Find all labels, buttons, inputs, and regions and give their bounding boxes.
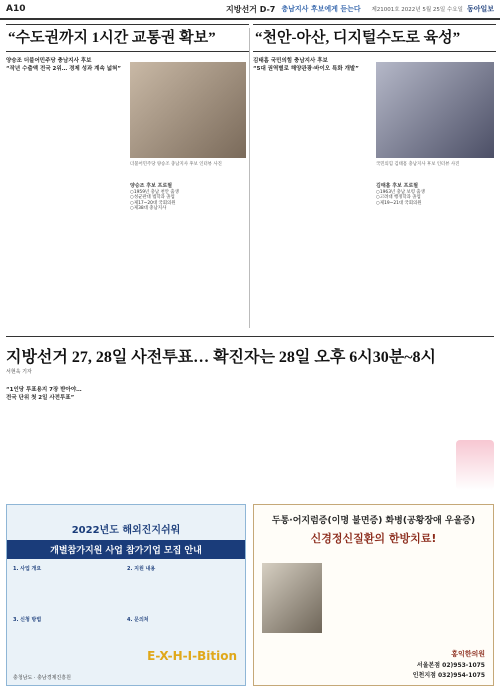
ad-title-line2: 개별참가지원 사업 참가기업 모집 안내 [7, 540, 245, 559]
right-profile-name: 김태흠 후보 프로필 [376, 183, 419, 189]
left-profile-line: ○제38대 충남지사 [130, 206, 167, 211]
right-photo-caption: 국민의힘 김태흠 충남지사 후보 인터뷰 사진 [376, 162, 460, 167]
ad-step-label: 3. 신청 방법 [13, 617, 42, 623]
left-profile-name: 양승조 후보 프로필 [130, 183, 173, 189]
main-body-text [92, 368, 452, 493]
column-divider [249, 28, 250, 328]
left-profile [130, 184, 246, 212]
main-headline: 지방선거 27, 28일 사전투표… 확진자는 28일 오후 6시30분~8시 [6, 349, 436, 366]
right-profile [376, 184, 494, 206]
main-pull-quote: “1인당 투표용지 7장 받아야… 전국 단위 첫 2일 사전투표” [6, 387, 82, 401]
doctor-photo [262, 563, 322, 633]
left-body-text [6, 75, 126, 275]
election-logo [456, 440, 494, 490]
ad-step-label: 1. 사업 개요 [13, 566, 42, 572]
ad-title-line1: 2022년도 해외진지쉬워 [71, 525, 181, 536]
ad-badge: E-X-H-I-Bition [147, 649, 237, 663]
masthead: 동아일보 [466, 5, 494, 13]
main-byline: 서현욱 기자 [6, 369, 32, 375]
clinic-phone-1: 서울본점 02)953-1075 [416, 662, 485, 669]
left-profile-line: ○1959년 충남 천안 출생 [130, 189, 179, 195]
left-profile-line: ○성균관대 법학과 졸업 [130, 195, 175, 200]
ad-step-label: 4. 문의처 [127, 617, 149, 623]
issue-meta: 제21001호 2022년 5월 25일 수요일 [371, 7, 463, 13]
right-profile-line: ○제19~21대 국회의원 [376, 200, 422, 206]
left-photo [130, 62, 246, 158]
clinic-ad-subtitle: 신경정신질환의 한방치료! [310, 532, 437, 545]
left-lead: “작년 수출액 전국 2위… 경제 성과 계속 넓혀” [6, 66, 121, 72]
left-profile-line: ○제17~20대 국회의원 [130, 200, 176, 206]
ad-step-label: 2. 지원 내용 [127, 566, 156, 572]
right-body-text [253, 75, 373, 275]
section-divider [6, 336, 494, 337]
right-photo [376, 62, 494, 158]
right-headline: “천안-아산, 디지털수도로 육성” [253, 24, 496, 52]
page-number: A10 [6, 4, 26, 14]
right-lead: “5대 권역별로 해양관광·바이오 특화 개발” [253, 66, 359, 72]
right-profile-line: ○고려대 행정학과 졸업 [376, 195, 421, 200]
clinic-phone-2: 인천지점 032)954-1075 [412, 672, 485, 679]
left-headline: “수도권까지 1시간 교통권 확보” [6, 24, 249, 52]
exhibition-ad [6, 504, 246, 686]
left-byline: 양승조 더불어민주당 충남지사 후보 [6, 58, 92, 64]
right-byline: 김태흠 국민의힘 충남지사 후보 [253, 58, 328, 64]
ad-org: 충청남도 · 충남경제진흥원 [13, 675, 71, 681]
section-title: 지방선거 D-7 [226, 4, 276, 14]
clinic-name: 홍익한의원 [451, 650, 485, 658]
section-subtitle: 충남지사 후보에게 듣는다 [281, 5, 361, 13]
right-profile-line: ○1963년 충남 보령 출생 [376, 189, 425, 195]
clinic-ad-title: 두통·어지럼증(이명 불면증) 화병(공황장애 우울증) [271, 516, 476, 526]
left-photo-caption: 더불어민주당 양승조 충남지사 후보 인터뷰 사진 [130, 162, 222, 167]
page-header [0, 0, 500, 20]
clinic-ad [253, 504, 494, 686]
